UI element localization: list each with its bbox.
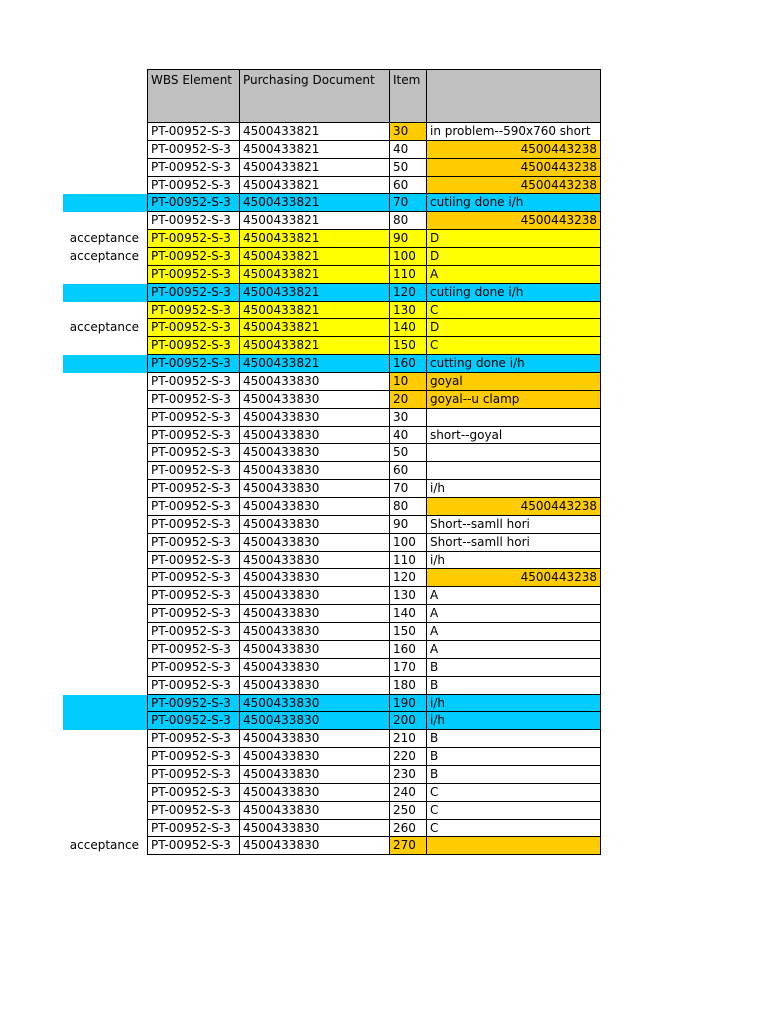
note-cell[interactable] <box>427 444 601 462</box>
row-side-marker <box>63 409 147 427</box>
note-cell[interactable]: A <box>427 266 601 284</box>
item-cell[interactable]: 150 <box>390 337 427 355</box>
table-row <box>0 409 768 427</box>
note-cell[interactable]: A <box>427 623 601 641</box>
row-side-marker <box>63 552 147 570</box>
table-row <box>0 516 768 534</box>
wbs-element-cell[interactable]: PT-00952-S-3 <box>147 623 240 641</box>
table-row <box>0 266 768 284</box>
table-row <box>0 837 768 855</box>
purchasing-document-cell[interactable]: 4500433821 <box>240 266 390 284</box>
wbs-element-cell[interactable]: PT-00952-S-3 <box>147 712 240 730</box>
wbs-element-cell[interactable]: PT-00952-S-3 <box>147 302 240 320</box>
table-row <box>0 587 768 605</box>
purchasing-document-cell[interactable]: 4500433830 <box>240 695 390 713</box>
row-side-marker <box>63 141 147 159</box>
purchasing-document-cell[interactable]: 4500433821 <box>240 355 390 373</box>
item-cell[interactable]: 200 <box>390 712 427 730</box>
purchasing-document-cell[interactable]: 4500433830 <box>240 569 390 587</box>
note-cell[interactable]: i/h <box>427 480 601 498</box>
purchasing-document-cell[interactable]: 4500433821 <box>240 159 390 177</box>
wbs-element-cell[interactable]: PT-00952-S-3 <box>147 284 240 302</box>
purchasing-document-cell[interactable]: 4500433830 <box>240 587 390 605</box>
table-row <box>0 462 768 480</box>
row-side-marker <box>63 159 147 177</box>
item-cell[interactable]: 80 <box>390 498 427 516</box>
purchasing-document-cell[interactable]: 4500433830 <box>240 552 390 570</box>
row-side-marker <box>63 373 147 391</box>
row-side-marker <box>63 302 147 320</box>
item-cell[interactable]: 70 <box>390 194 427 212</box>
table-row <box>0 427 768 445</box>
purchasing-document-cell[interactable]: 4500433830 <box>240 516 390 534</box>
item-cell[interactable]: 40 <box>390 141 427 159</box>
spreadsheet <box>0 69 768 855</box>
note-cell[interactable]: i/h <box>427 695 601 713</box>
item-cell[interactable]: 40 <box>390 427 427 445</box>
wbs-element-cell[interactable]: PT-00952-S-3 <box>147 820 240 838</box>
table-body <box>0 123 768 855</box>
item-cell[interactable]: 160 <box>390 355 427 373</box>
wbs-element-cell[interactable]: PT-00952-S-3 <box>147 266 240 284</box>
item-cell[interactable]: 150 <box>390 623 427 641</box>
table-row <box>0 677 768 695</box>
purchasing-document-cell[interactable]: 4500433830 <box>240 641 390 659</box>
row-side-marker <box>63 284 147 302</box>
note-cell[interactable]: B <box>427 659 601 677</box>
purchasing-document-cell[interactable]: 4500433821 <box>240 123 390 141</box>
wbs-element-cell[interactable]: PT-00952-S-3 <box>147 605 240 623</box>
item-cell[interactable]: 140 <box>390 605 427 623</box>
purchasing-document-cell[interactable]: 4500433821 <box>240 284 390 302</box>
note-cell[interactable]: B <box>427 766 601 784</box>
table-row <box>0 498 768 516</box>
note-cell[interactable]: short--goyal <box>427 427 601 445</box>
table-row <box>0 820 768 838</box>
note-cell[interactable]: D <box>427 248 601 266</box>
row-side-marker <box>63 444 147 462</box>
purchasing-document-cell[interactable]: 4500433830 <box>240 373 390 391</box>
note-cell[interactable]: C <box>427 820 601 838</box>
table-row <box>0 284 768 302</box>
wbs-element-cell[interactable]: PT-00952-S-3 <box>147 802 240 820</box>
item-cell[interactable]: 270 <box>390 837 427 855</box>
table-row <box>0 623 768 641</box>
item-cell[interactable]: 210 <box>390 730 427 748</box>
purchasing-document-cell[interactable]: 4500433830 <box>240 623 390 641</box>
row-side-marker <box>63 427 147 445</box>
wbs-element-cell[interactable]: PT-00952-S-3 <box>147 480 240 498</box>
note-cell[interactable]: 4500443238 <box>427 159 601 177</box>
table-row <box>0 194 768 212</box>
table-row <box>0 302 768 320</box>
item-cell[interactable]: 240 <box>390 784 427 802</box>
row-side-marker <box>63 641 147 659</box>
row-side-marker <box>63 123 147 141</box>
row-side-marker <box>63 802 147 820</box>
table-row <box>0 248 768 266</box>
wbs-element-cell[interactable]: PT-00952-S-3 <box>147 444 240 462</box>
purchasing-document-cell[interactable]: 4500433830 <box>240 444 390 462</box>
row-side-marker <box>63 516 147 534</box>
purchasing-document-cell[interactable]: 4500433830 <box>240 409 390 427</box>
note-cell[interactable]: B <box>427 730 601 748</box>
row-side-label: acceptance <box>69 249 139 264</box>
note-cell[interactable]: 4500443238 <box>427 141 601 159</box>
purchasing-document-cell[interactable]: 4500433830 <box>240 534 390 552</box>
item-cell[interactable]: 230 <box>390 766 427 784</box>
note-cell[interactable]: in problem--590x760 short <box>427 123 601 141</box>
table-row <box>0 159 768 177</box>
purchasing-document-cell[interactable]: 4500433830 <box>240 712 390 730</box>
row-side-marker <box>63 177 147 195</box>
row-side-marker <box>63 569 147 587</box>
table-row <box>0 230 768 248</box>
table-row <box>0 212 768 230</box>
table-row <box>0 552 768 570</box>
table-row <box>0 712 768 730</box>
wbs-element-cell[interactable]: PT-00952-S-3 <box>147 194 240 212</box>
row-side-marker <box>63 712 147 730</box>
row-side-marker <box>63 784 147 802</box>
item-cell[interactable]: 50 <box>390 444 427 462</box>
table-row <box>0 766 768 784</box>
wbs-element-cell[interactable]: PT-00952-S-3 <box>147 462 240 480</box>
row-side-marker <box>63 695 147 713</box>
wbs-element-cell[interactable]: PT-00952-S-3 <box>147 319 240 337</box>
wbs-element-cell[interactable]: PT-00952-S-3 <box>147 695 240 713</box>
table-row <box>0 659 768 677</box>
row-side-marker <box>63 605 147 623</box>
table-row <box>0 391 768 409</box>
purchasing-document-cell[interactable]: 4500433830 <box>240 462 390 480</box>
table-row <box>0 177 768 195</box>
note-cell[interactable]: C <box>427 337 601 355</box>
purchasing-document-cell[interactable]: 4500433821 <box>240 194 390 212</box>
item-cell[interactable]: 250 <box>390 802 427 820</box>
purchasing-document-cell[interactable]: 4500433830 <box>240 659 390 677</box>
wbs-element-cell[interactable]: PT-00952-S-3 <box>147 730 240 748</box>
row-side-marker <box>63 194 147 212</box>
item-cell[interactable]: 110 <box>390 266 427 284</box>
header-wbs-element[interactable]: WBS Element <box>147 69 240 123</box>
note-cell[interactable]: D <box>427 319 601 337</box>
note-cell[interactable] <box>427 462 601 480</box>
note-cell[interactable] <box>427 409 601 427</box>
item-cell[interactable]: 130 <box>390 302 427 320</box>
wbs-element-cell[interactable]: PT-00952-S-3 <box>147 659 240 677</box>
item-cell[interactable]: 30 <box>390 409 427 427</box>
item-cell[interactable]: 100 <box>390 534 427 552</box>
row-side-label: acceptance <box>69 231 139 246</box>
note-cell[interactable]: cutting done i/h <box>427 355 601 373</box>
item-cell[interactable]: 30 <box>390 123 427 141</box>
row-side-marker <box>63 820 147 838</box>
table-row <box>0 695 768 713</box>
row-side-marker <box>63 748 147 766</box>
note-cell[interactable]: A <box>427 605 601 623</box>
item-cell[interactable]: 90 <box>390 230 427 248</box>
note-cell[interactable] <box>427 837 601 855</box>
item-cell[interactable]: 130 <box>390 587 427 605</box>
row-side-marker <box>63 498 147 516</box>
wbs-element-cell[interactable]: PT-00952-S-3 <box>147 516 240 534</box>
purchasing-document-cell[interactable]: 4500433821 <box>240 212 390 230</box>
purchasing-document-cell[interactable]: 4500433830 <box>240 480 390 498</box>
note-cell[interactable]: C <box>427 784 601 802</box>
wbs-element-cell[interactable]: PT-00952-S-3 <box>147 212 240 230</box>
table-row <box>0 444 768 462</box>
item-cell[interactable]: 170 <box>390 659 427 677</box>
table-row <box>0 319 768 337</box>
header-note[interactable] <box>427 69 601 123</box>
note-cell[interactable]: cutiing done i/h <box>427 284 601 302</box>
item-cell[interactable]: 20 <box>390 391 427 409</box>
row-side-label: acceptance <box>69 838 139 853</box>
note-cell[interactable]: 4500443238 <box>427 498 601 516</box>
item-cell[interactable]: 60 <box>390 177 427 195</box>
purchasing-document-cell[interactable]: 4500433830 <box>240 605 390 623</box>
note-cell[interactable]: Short--samll hori <box>427 534 601 552</box>
row-side-marker <box>63 480 147 498</box>
wbs-element-cell[interactable]: PT-00952-S-3 <box>147 587 240 605</box>
wbs-element-cell[interactable]: PT-00952-S-3 <box>147 677 240 695</box>
purchasing-document-cell[interactable]: 4500433830 <box>240 766 390 784</box>
item-cell[interactable]: 110 <box>390 552 427 570</box>
table-row <box>0 337 768 355</box>
table-row <box>0 373 768 391</box>
note-cell[interactable]: A <box>427 587 601 605</box>
wbs-element-cell[interactable]: PT-00952-S-3 <box>147 248 240 266</box>
wbs-element-cell[interactable]: PT-00952-S-3 <box>147 159 240 177</box>
row-side-marker <box>63 337 147 355</box>
wbs-element-cell[interactable]: PT-00952-S-3 <box>147 552 240 570</box>
purchasing-document-cell[interactable]: 4500433830 <box>240 677 390 695</box>
item-cell[interactable]: 60 <box>390 462 427 480</box>
purchasing-document-cell[interactable]: 4500433830 <box>240 820 390 838</box>
row-side-marker <box>63 355 147 373</box>
wbs-element-cell[interactable]: PT-00952-S-3 <box>147 498 240 516</box>
note-cell[interactable]: D <box>427 230 601 248</box>
item-cell[interactable]: 90 <box>390 516 427 534</box>
item-cell[interactable]: 10 <box>390 373 427 391</box>
table-row <box>0 534 768 552</box>
row-side-marker <box>63 623 147 641</box>
row-side-marker <box>63 212 147 230</box>
wbs-element-cell[interactable]: PT-00952-S-3 <box>147 391 240 409</box>
note-cell[interactable]: goyal <box>427 373 601 391</box>
note-cell[interactable]: cutiing done i/h <box>427 194 601 212</box>
purchasing-document-cell[interactable]: 4500433830 <box>240 391 390 409</box>
item-cell[interactable]: 120 <box>390 569 427 587</box>
row-side-marker <box>63 677 147 695</box>
wbs-element-cell[interactable]: PT-00952-S-3 <box>147 355 240 373</box>
purchasing-document-cell[interactable]: 4500433830 <box>240 498 390 516</box>
row-side-marker <box>63 266 147 284</box>
wbs-element-cell[interactable]: PT-00952-S-3 <box>147 427 240 445</box>
item-cell[interactable]: 260 <box>390 820 427 838</box>
purchasing-document-cell[interactable]: 4500433821 <box>240 141 390 159</box>
row-side-marker <box>63 659 147 677</box>
purchasing-document-cell[interactable]: 4500433821 <box>240 248 390 266</box>
wbs-element-cell[interactable]: PT-00952-S-3 <box>147 784 240 802</box>
wbs-element-cell[interactable]: PT-00952-S-3 <box>147 534 240 552</box>
item-cell[interactable]: 180 <box>390 677 427 695</box>
wbs-element-cell[interactable]: PT-00952-S-3 <box>147 641 240 659</box>
wbs-element-cell[interactable]: PT-00952-S-3 <box>147 337 240 355</box>
wbs-element-cell[interactable]: PT-00952-S-3 <box>147 177 240 195</box>
table-row <box>0 605 768 623</box>
note-cell[interactable]: 4500443238 <box>427 212 601 230</box>
item-cell[interactable]: 70 <box>390 480 427 498</box>
purchasing-document-cell[interactable]: 4500433821 <box>240 302 390 320</box>
purchasing-document-cell[interactable]: 4500433830 <box>240 784 390 802</box>
table-row <box>0 641 768 659</box>
purchasing-document-cell[interactable]: 4500433830 <box>240 837 390 855</box>
purchasing-document-cell[interactable]: 4500433830 <box>240 427 390 445</box>
wbs-element-cell[interactable]: PT-00952-S-3 <box>147 569 240 587</box>
item-cell[interactable]: 220 <box>390 748 427 766</box>
note-cell[interactable]: goyal--u clamp <box>427 391 601 409</box>
purchasing-document-cell[interactable]: 4500433821 <box>240 230 390 248</box>
note-cell[interactable]: C <box>427 302 601 320</box>
purchasing-document-cell[interactable]: 4500433830 <box>240 802 390 820</box>
row-side-marker <box>63 587 147 605</box>
purchasing-document-cell[interactable]: 4500433830 <box>240 748 390 766</box>
note-cell[interactable]: B <box>427 748 601 766</box>
note-cell[interactable]: i/h <box>427 552 601 570</box>
wbs-element-cell[interactable]: PT-00952-S-3 <box>147 766 240 784</box>
header-row <box>0 69 768 123</box>
row-side-marker <box>63 391 147 409</box>
note-cell[interactable]: A <box>427 641 601 659</box>
header-item[interactable]: Item <box>390 69 427 123</box>
table-row <box>0 802 768 820</box>
wbs-element-cell[interactable]: PT-00952-S-3 <box>147 141 240 159</box>
item-cell[interactable]: 50 <box>390 159 427 177</box>
purchasing-document-cell[interactable]: 4500433821 <box>240 337 390 355</box>
table-row <box>0 480 768 498</box>
note-cell[interactable]: Short--samll hori <box>427 516 601 534</box>
table-row <box>0 569 768 587</box>
item-cell[interactable]: 80 <box>390 212 427 230</box>
table-row <box>0 123 768 141</box>
table-row <box>0 730 768 748</box>
note-cell[interactable]: i/h <box>427 712 601 730</box>
note-cell[interactable]: B <box>427 677 601 695</box>
item-cell[interactable]: 160 <box>390 641 427 659</box>
header-purchasing-document[interactable]: Purchasing Document <box>240 69 390 123</box>
purchasing-document-cell[interactable]: 4500433821 <box>240 319 390 337</box>
purchasing-document-cell[interactable]: 4500433830 <box>240 730 390 748</box>
row-side-marker <box>63 534 147 552</box>
row-side-marker <box>63 462 147 480</box>
table-row <box>0 141 768 159</box>
item-cell[interactable]: 100 <box>390 248 427 266</box>
note-cell[interactable]: C <box>427 802 601 820</box>
purchasing-document-cell[interactable]: 4500433821 <box>240 177 390 195</box>
wbs-element-cell[interactable]: PT-00952-S-3 <box>147 230 240 248</box>
wbs-element-cell[interactable]: PT-00952-S-3 <box>147 373 240 391</box>
row-side-label: acceptance <box>69 320 139 335</box>
note-cell[interactable]: 4500443238 <box>427 569 601 587</box>
item-cell[interactable]: 140 <box>390 319 427 337</box>
table-row <box>0 355 768 373</box>
wbs-element-cell[interactable]: PT-00952-S-3 <box>147 837 240 855</box>
wbs-element-cell[interactable]: PT-00952-S-3 <box>147 409 240 427</box>
item-cell[interactable]: 190 <box>390 695 427 713</box>
wbs-element-cell[interactable]: PT-00952-S-3 <box>147 123 240 141</box>
row-side-marker <box>63 730 147 748</box>
item-cell[interactable]: 120 <box>390 284 427 302</box>
table-row <box>0 784 768 802</box>
table-row <box>0 748 768 766</box>
wbs-element-cell[interactable]: PT-00952-S-3 <box>147 748 240 766</box>
note-cell[interactable]: 4500443238 <box>427 177 601 195</box>
row-side-marker <box>63 766 147 784</box>
